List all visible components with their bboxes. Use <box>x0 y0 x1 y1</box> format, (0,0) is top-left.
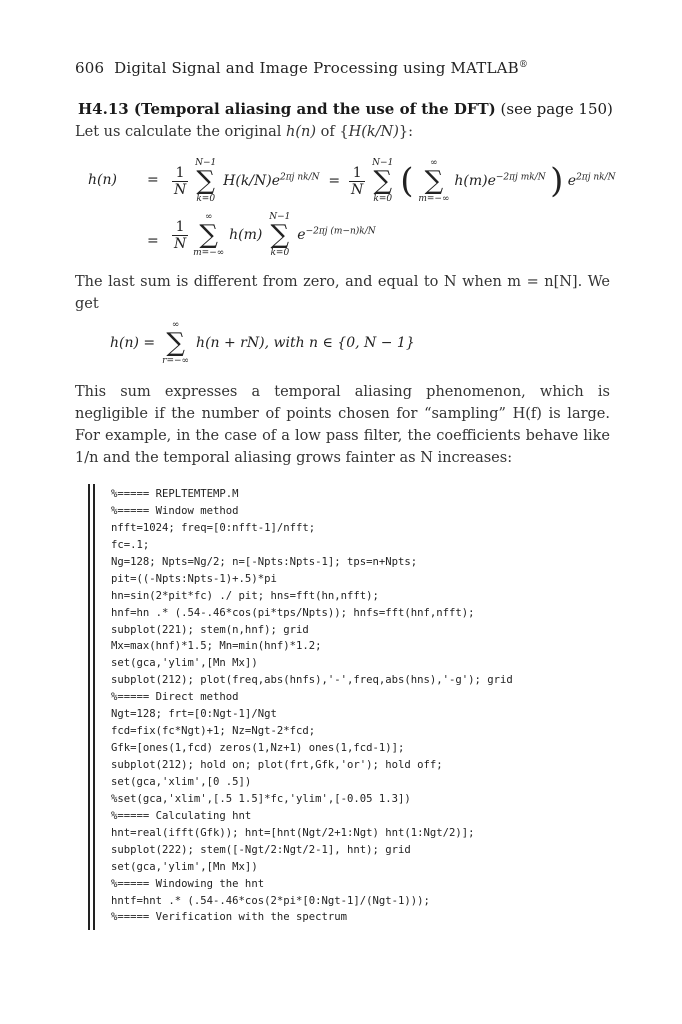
paragraph-temporal-aliasing: This sum expresses a temporal aliasing phenomenon, which is negligible if the number of points chosen for “sampling” H(f) is large. For example, in the case of a low pass filter, the coefficients behave like 1/n and the temporal aliasing grows fainter as N increases: <box>75 384 610 466</box>
code-line: set(gca,'ylim',[Mn Mx]) <box>111 860 258 873</box>
book-title: Digital Signal and Image Processing using MATLAB <box>114 59 519 77</box>
equation-rhs-1: $\frac{1}{N}$ N−1 ∑ k=0 $H(k/N)e^{2\pi j nk/N}$ = $\frac{1}{N}$ N−1 ∑ k=0 ( ∞ ∑ m=−∞ $h(m)e^{-2\pi j mk/N}$ ) $e^{2\pi j nk/N}$ <box>174 158 616 204</box>
equation-equals-2: = <box>147 233 159 249</box>
code-line: Ng=128; Npts=Ng/2; n=[-Npts:Npts-1]; tps=n+Npts; <box>111 555 418 568</box>
running-header <box>75 59 528 77</box>
code-margin-rule <box>88 484 90 930</box>
code-line: subplot(221); stem(n,hnf); grid <box>111 623 309 636</box>
paragraph-last-sum: The last sum is different from zero, and equal to N when m = n[N]. We get <box>75 274 610 312</box>
code-line: Mx=max(hnf)*1.5; Mn=min(hnf)*1.2; <box>111 640 322 653</box>
code-line: Gfk=[ones(1,fcd) zeros(1,Nz+1) ones(1,fcd-1)]; <box>111 742 405 755</box>
code-line: subplot(212); hold on; plot(frt,Gfk,'or'); hold off; <box>111 759 443 771</box>
fraction-one-over-n: $\frac{1}{N}$ <box>174 164 187 198</box>
code-line: subplot(212); plot(freq,abs(hnfs),'-',freq,abs(hns),'-g'); grid <box>111 674 513 687</box>
sum-k: N−1 ∑ k=0 <box>195 158 217 204</box>
code-line: nfft=1024; freq=[0:nfft-1]/nfft; <box>111 521 316 534</box>
sum-k-2: N−1 ∑ k=0 <box>372 158 394 204</box>
intro-paragraph: Let us calculate the original h(n) of {H(k/N)}: <box>75 124 414 140</box>
code-line: %===== Window method <box>111 504 239 517</box>
page-reference: (see page 150) <box>500 100 613 118</box>
equation-equals-1: = <box>147 172 159 188</box>
code-line: hntf=hnt .* (.54-.46*cos(2*pi*[0:Ngt-1]/(Ngt-1))); <box>111 894 430 907</box>
sum-m: ∞ ∑ m=−∞ <box>418 158 450 204</box>
page-number: 606 <box>75 59 105 77</box>
registered-mark: ® <box>518 60 529 70</box>
code-line: %===== Verification with the spectrum <box>111 911 347 924</box>
matlab-code <box>111 486 513 926</box>
code-line: %===== REPLTEMTEMP.M <box>111 488 239 500</box>
code-line: %===== Calculating hnt <box>111 809 252 822</box>
section-title <box>78 100 613 118</box>
code-margin-rule-2 <box>93 484 95 930</box>
code-line: hnt=real(ifft(Gfk)); hnt=[hnt(Ngt/2+1:Ngt) hnt(1:Ngt/2)]; <box>111 826 475 839</box>
code-line: Ngt=128; frt=[0:Ngt-1]/Ngt <box>111 708 277 721</box>
code-line: fcd=fix(fc*Ngt)+1; Nz=Ngt-2*fcd; <box>111 725 316 738</box>
code-line: fc=.1; <box>111 538 150 551</box>
equation-lhs: h(n) <box>88 172 117 188</box>
code-line: hnf=hn .* (.54-.46*cos(pi*tps/Npts)); hnfs=fft(hnf,nfft); <box>111 606 475 619</box>
code-line: subplot(222); stem([-Ngt/2:Ngt/2-1], hnt); grid <box>111 843 411 856</box>
equation-aliasing: h(n) = ∞ ∑ r=−∞ h(n + rN), with n ∈ {0, N − 1} <box>110 320 415 366</box>
equation-rhs-2: $\frac{1}{N}$ ∞ ∑ m=−∞ h(m) N−1 ∑ k=0 $e^{-2\pi j (m-n)k/N}$ <box>174 212 376 258</box>
code-listing <box>88 484 608 930</box>
code-line: set(gca,'ylim',[Mn Mx]) <box>111 657 258 670</box>
code-line: %set(gca,'xlim',[.5 1.5]*fc,'ylim',[-0.05 1.3]) <box>111 792 411 805</box>
code-line: set(gca,'xlim',[0 .5]) <box>111 775 252 788</box>
code-line: %===== Windowing the hnt <box>111 877 265 890</box>
code-line: hn=sin(2*pit*fc) ./ pit; hns=fft(hn,nfft); <box>111 589 379 602</box>
code-line: pit=((-Npts:Npts-1)+.5)*pi <box>111 572 277 585</box>
code-line: %===== Direct method <box>111 691 239 704</box>
section-heading: H4.13 (Temporal aliasing and the use of the DFT) <box>78 100 496 118</box>
